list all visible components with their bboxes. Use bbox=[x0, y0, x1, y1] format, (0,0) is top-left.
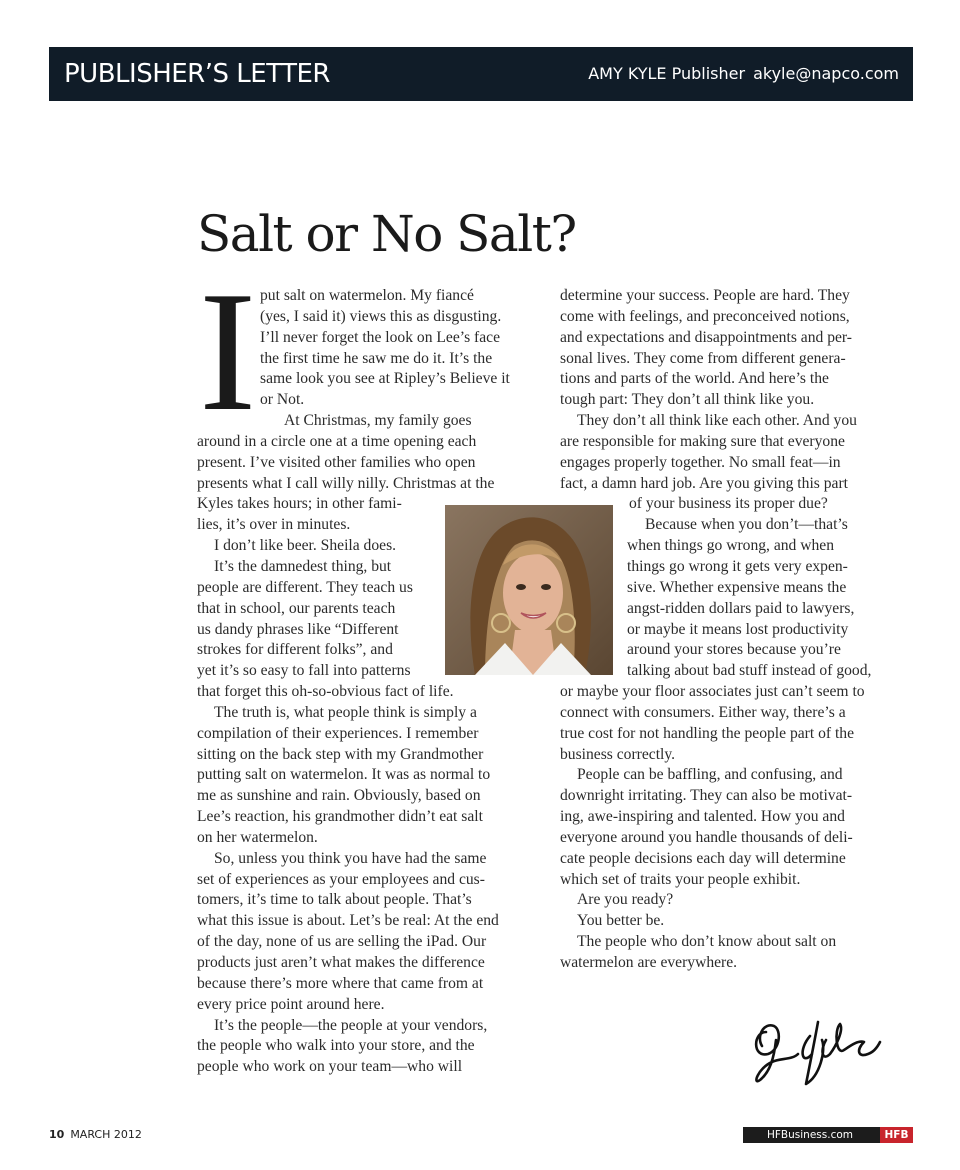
article-line: At Christmas, my family goes bbox=[284, 412, 472, 430]
article-line: fact, a damn hard job. Are you giving this part bbox=[560, 474, 848, 492]
article-line: that in school, our parents teach bbox=[197, 599, 396, 617]
article-line: compilation of their experiences. I remember bbox=[197, 724, 479, 742]
article-line: and expectations and disappointments and per- bbox=[560, 328, 852, 346]
article-line: Are you ready? bbox=[577, 891, 674, 909]
article-line: (yes, I said it) views this as disgusting. bbox=[260, 307, 502, 325]
article-line: The truth is, what people think is simply a bbox=[214, 703, 477, 721]
article-line: of the day, none of us are selling the iPad. Our bbox=[197, 933, 487, 951]
article-line: that forget this oh-so-obvious fact of life. bbox=[197, 683, 454, 701]
article-line: strokes for different folks”, and bbox=[197, 641, 393, 659]
article-line: The people who don’t know about salt on bbox=[577, 933, 837, 951]
article-line: sive. Whether expensive means the bbox=[627, 578, 847, 596]
article-line: It’s the people—the people at your vendors, bbox=[214, 1016, 488, 1034]
article-line: which set of traits your people exhibit. bbox=[560, 870, 801, 888]
publisher-name: AMY KYLE Publisher bbox=[588, 64, 746, 83]
article-line: watermelon are everywhere. bbox=[560, 954, 738, 971]
article-line: people are different. They teach us bbox=[197, 578, 413, 596]
article-line: Kyles takes hours; in other fami- bbox=[197, 495, 402, 513]
article-line: what this issue is about. Let’s be real: At the end bbox=[197, 912, 499, 930]
article-line: same look you see at Ripley’s Believe it bbox=[260, 370, 510, 388]
article-line: tions and parts of the world. And here’s the bbox=[560, 370, 829, 388]
article-line: the people who walk into your store, and the bbox=[197, 1037, 475, 1055]
article-line: presents what I call willy nilly. Christmas at the bbox=[197, 474, 495, 492]
article-line: business correctly. bbox=[560, 745, 676, 763]
article-line: Lee’s reaction, his grandmother didn’t eat salt bbox=[197, 808, 483, 826]
article-line: They don’t all think like each other. And you bbox=[577, 412, 857, 430]
article-line: Because when you don’t—that’s bbox=[645, 516, 848, 534]
publisher-signature bbox=[748, 1010, 888, 1090]
article-line: connect with consumers. Either way, there’s a bbox=[560, 703, 846, 721]
article-line: true cost for not handling the people part of the bbox=[560, 724, 855, 742]
section-header-bar bbox=[49, 47, 913, 101]
drop-cap: I bbox=[199, 257, 257, 447]
article-line: or maybe your floor associates just can’t seem to bbox=[560, 683, 865, 701]
article-line: or maybe it means lost productivity bbox=[627, 620, 849, 638]
article-column-left bbox=[197, 286, 542, 1078]
footer-brand-logo: HFB bbox=[880, 1127, 913, 1143]
article-line: So, unless you think you have had the same bbox=[214, 849, 487, 867]
article-line: People can be baffling, and confusing, and bbox=[577, 766, 843, 784]
article-line: set of experiences as your employees and cus- bbox=[197, 870, 485, 888]
article-line: or Not. bbox=[260, 391, 305, 409]
article-line: tough part: They don’t all think like you. bbox=[560, 391, 815, 409]
article-line: the first time he saw me do it. It’s the bbox=[260, 349, 493, 367]
article-line: It’s the damnedest thing, but bbox=[214, 557, 392, 575]
article-line: around your stores because you’re bbox=[627, 641, 841, 659]
article-line: ing, awe-inspiring and talented. How you and bbox=[560, 808, 845, 826]
article-line: putting salt on watermelon. It was as normal to bbox=[197, 766, 491, 784]
page-number: 10 bbox=[49, 1128, 65, 1141]
article-line: cate people decisions each day will determine bbox=[560, 849, 846, 867]
article-line: on her watermelon. bbox=[197, 828, 318, 846]
article-line: are responsible for making sure that everyone bbox=[560, 432, 845, 450]
footer-brand-bar bbox=[743, 1127, 913, 1143]
publisher-email-link[interactable]: akyle@napco.com bbox=[753, 64, 899, 83]
article-line: lies, it’s over in minutes. bbox=[197, 516, 351, 534]
article-line: determine your success. People are hard. They bbox=[560, 287, 850, 304]
article-line: people who work on your team—who will bbox=[197, 1058, 463, 1076]
article-line: when things go wrong, and when bbox=[627, 537, 835, 555]
article-line: engages properly together. No small feat—in bbox=[560, 453, 841, 471]
article-line: downright irritating. They can also be motivat- bbox=[560, 787, 853, 805]
article-line: products just aren’t what makes the difference bbox=[197, 954, 485, 971]
article-line: You better be. bbox=[577, 912, 665, 930]
issue-date: MARCH 2012 bbox=[70, 1128, 142, 1141]
article-line: yet it’s so easy to fall into patterns bbox=[197, 662, 411, 680]
publisher-portrait-photo bbox=[445, 505, 613, 675]
article-line: present. I’ve visited other families who open bbox=[197, 453, 476, 471]
article-line: I don’t like beer. Sheila does. bbox=[214, 537, 397, 555]
footer-website-link[interactable]: HFBusiness.com bbox=[767, 1129, 853, 1141]
article-line: talking about bad stuff instead of good, bbox=[627, 662, 872, 680]
article-line: of your business its proper due? bbox=[629, 495, 828, 513]
article-line: every price point around here. bbox=[197, 995, 385, 1013]
article-line: because there’s more where that came from at bbox=[197, 974, 484, 992]
footer-page-info bbox=[49, 1128, 142, 1142]
section-title: PUBLISHER’S LETTER bbox=[64, 59, 330, 89]
article-line: I’ll never forget the look on Lee’s face bbox=[260, 328, 501, 346]
article-line: around in a circle one at a time opening each bbox=[197, 432, 477, 450]
article-line: us dandy phrases like “Different bbox=[197, 620, 399, 638]
article-title: Salt or No Salt? bbox=[197, 205, 576, 263]
article-line: angst-ridden dollars paid to lawyers, bbox=[627, 599, 855, 617]
article-line: come with feelings, and preconceived notions, bbox=[560, 307, 850, 325]
publisher-info bbox=[588, 64, 899, 84]
article-line: put salt on watermelon. My fiancé bbox=[260, 287, 474, 304]
article-line: sitting on the back step with my Grandmother bbox=[197, 745, 484, 763]
article-line: things go wrong it gets very expen- bbox=[627, 557, 848, 575]
article-line: everyone around you handle thousands of deli- bbox=[560, 828, 853, 846]
article-line: sonal lives. They come from different genera- bbox=[560, 349, 846, 367]
article-line: tomers, it’s time to talk about people. That’s bbox=[197, 891, 472, 909]
article-line: me as sunshine and rain. Obviously, based on bbox=[197, 787, 481, 805]
